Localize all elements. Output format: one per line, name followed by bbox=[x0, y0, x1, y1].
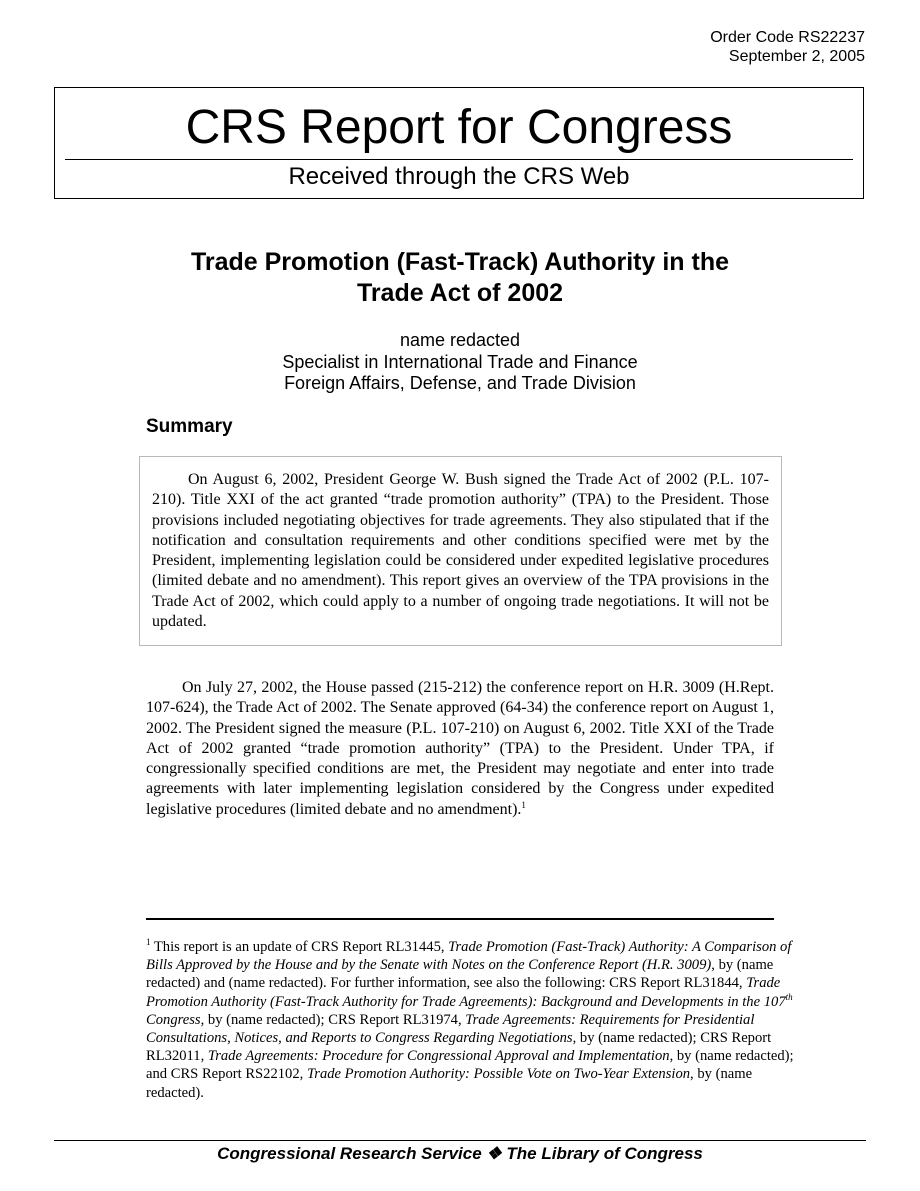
footnote-cited-title-1: Trade Promotion (Fast-Track) Authority: A Comparison of Bills Approved by the House and by the Senate with Notes on the Conference Report (H.R. 3009) bbox=[146, 939, 792, 974]
footnote-cited-title-2a: Trade Promotion Authority (Fast-Track Authority for Trade Agreements): Background and Developments in the 107 bbox=[146, 975, 786, 1010]
footer-divider bbox=[54, 1140, 866, 1141]
order-code: Order Code RS22237 bbox=[710, 29, 865, 46]
footnote-text-2: , by (name redacted) and (name redacted). For further information, see also the following: CRS Report RL31844, bbox=[146, 957, 774, 992]
footnote-cited-title-2b: Congress bbox=[146, 1011, 201, 1028]
footnote-text-1: This report is an update of CRS Report RL31445, bbox=[150, 939, 449, 955]
footnote-text-3: , by (name redacted); CRS Report RL31974, bbox=[200, 1011, 466, 1028]
body-text: On July 27, 2002, the House passed (215-212) the conference report on H.R. 3009 (H.Rept. 107-624), the Trade Act of 2002. The Senate approved (64-34) the conference report on August 1, 2002. The President signed the measure (P.L. 107-210) on August 6, 2002. Title XXI of the Trade Act of 2002 granted “trade promotion authority” (TPA) to the President. Under TPA, if congressionally specified conditions are met, the President may negotiate and enter into trade agreements with later implementing legislation considered by the Congress under expedited legislative procedures (limited debate and no amendment). bbox=[146, 679, 774, 818]
footnote-number: 1 bbox=[146, 937, 151, 947]
author-division: Foreign Affairs, Defense, and Trade Division bbox=[284, 373, 636, 393]
masthead bbox=[54, 87, 864, 199]
footer-org: Congressional Research Service bbox=[217, 1144, 482, 1163]
footnote-cited-title-4: Trade Agreements: Procedure for Congressional Approval and Implementation bbox=[207, 1048, 670, 1065]
footnote-text-4: , by (name redacted); CRS Report RL32011, bbox=[146, 1030, 772, 1065]
diamond-separator-icon: ❖ bbox=[486, 1144, 502, 1163]
footnote bbox=[146, 938, 808, 1102]
order-info bbox=[710, 28, 865, 66]
masthead-divider bbox=[65, 159, 853, 160]
report-title-line-2: Trade Act of 2002 bbox=[356, 279, 564, 307]
summary-heading: Summary bbox=[146, 416, 233, 437]
summary-box bbox=[139, 456, 782, 646]
author-block bbox=[146, 330, 774, 395]
order-date: September 2, 2005 bbox=[728, 48, 865, 65]
footer-library: The Library of Congress bbox=[506, 1144, 703, 1163]
footnote-cited-title-3: Trade Agreements: Requirements for Presidential Consultations, Notices, and Reports to Congress Regarding Negotiations bbox=[146, 1011, 755, 1047]
masthead-subtitle: Received through the CRS Web bbox=[288, 163, 630, 190]
footnote-text-5: , by (name redacted); and CRS Report RS22102, bbox=[146, 1048, 794, 1083]
body-paragraph bbox=[146, 678, 774, 820]
report-title bbox=[146, 247, 774, 309]
summary-text: On August 6, 2002, President George W. Bush signed the Trade Act of 2002 (P.L. 107-210). Title XXI of the act granted “trade promotion authority” (TPA) to the President. Those provisions included negotiating objectives for trade agreements. They also stipulated that if the notification and consultation requirements and other conditions specified were met by the President, implementing legislation could be considered under expedited legislative procedures (limited debate and no amendment). This report gives an overview of the TPA provisions in the Trade Act of 2002, which could apply to a number of ongoing trade negotiations. It will not be updated. bbox=[152, 471, 769, 631]
footnote-reference[interactable]: 1 bbox=[521, 799, 526, 810]
report-title-line-1: Trade Promotion (Fast-Track) Authority in the bbox=[190, 248, 729, 276]
author-name: name redacted bbox=[399, 330, 521, 350]
masthead-title: CRS Report for Congress bbox=[185, 101, 733, 154]
footnote-ordinal: th bbox=[785, 991, 793, 1002]
footnote-text-6: , by (name redacted). bbox=[146, 1066, 753, 1101]
footnote-cited-title-5: Trade Promotion Authority: Possible Vote on Two-Year Extension bbox=[306, 1066, 691, 1083]
author-position: Specialist in International Trade and Finance bbox=[282, 351, 638, 372]
footer bbox=[0, 1143, 920, 1165]
footnote-divider bbox=[146, 918, 774, 920]
